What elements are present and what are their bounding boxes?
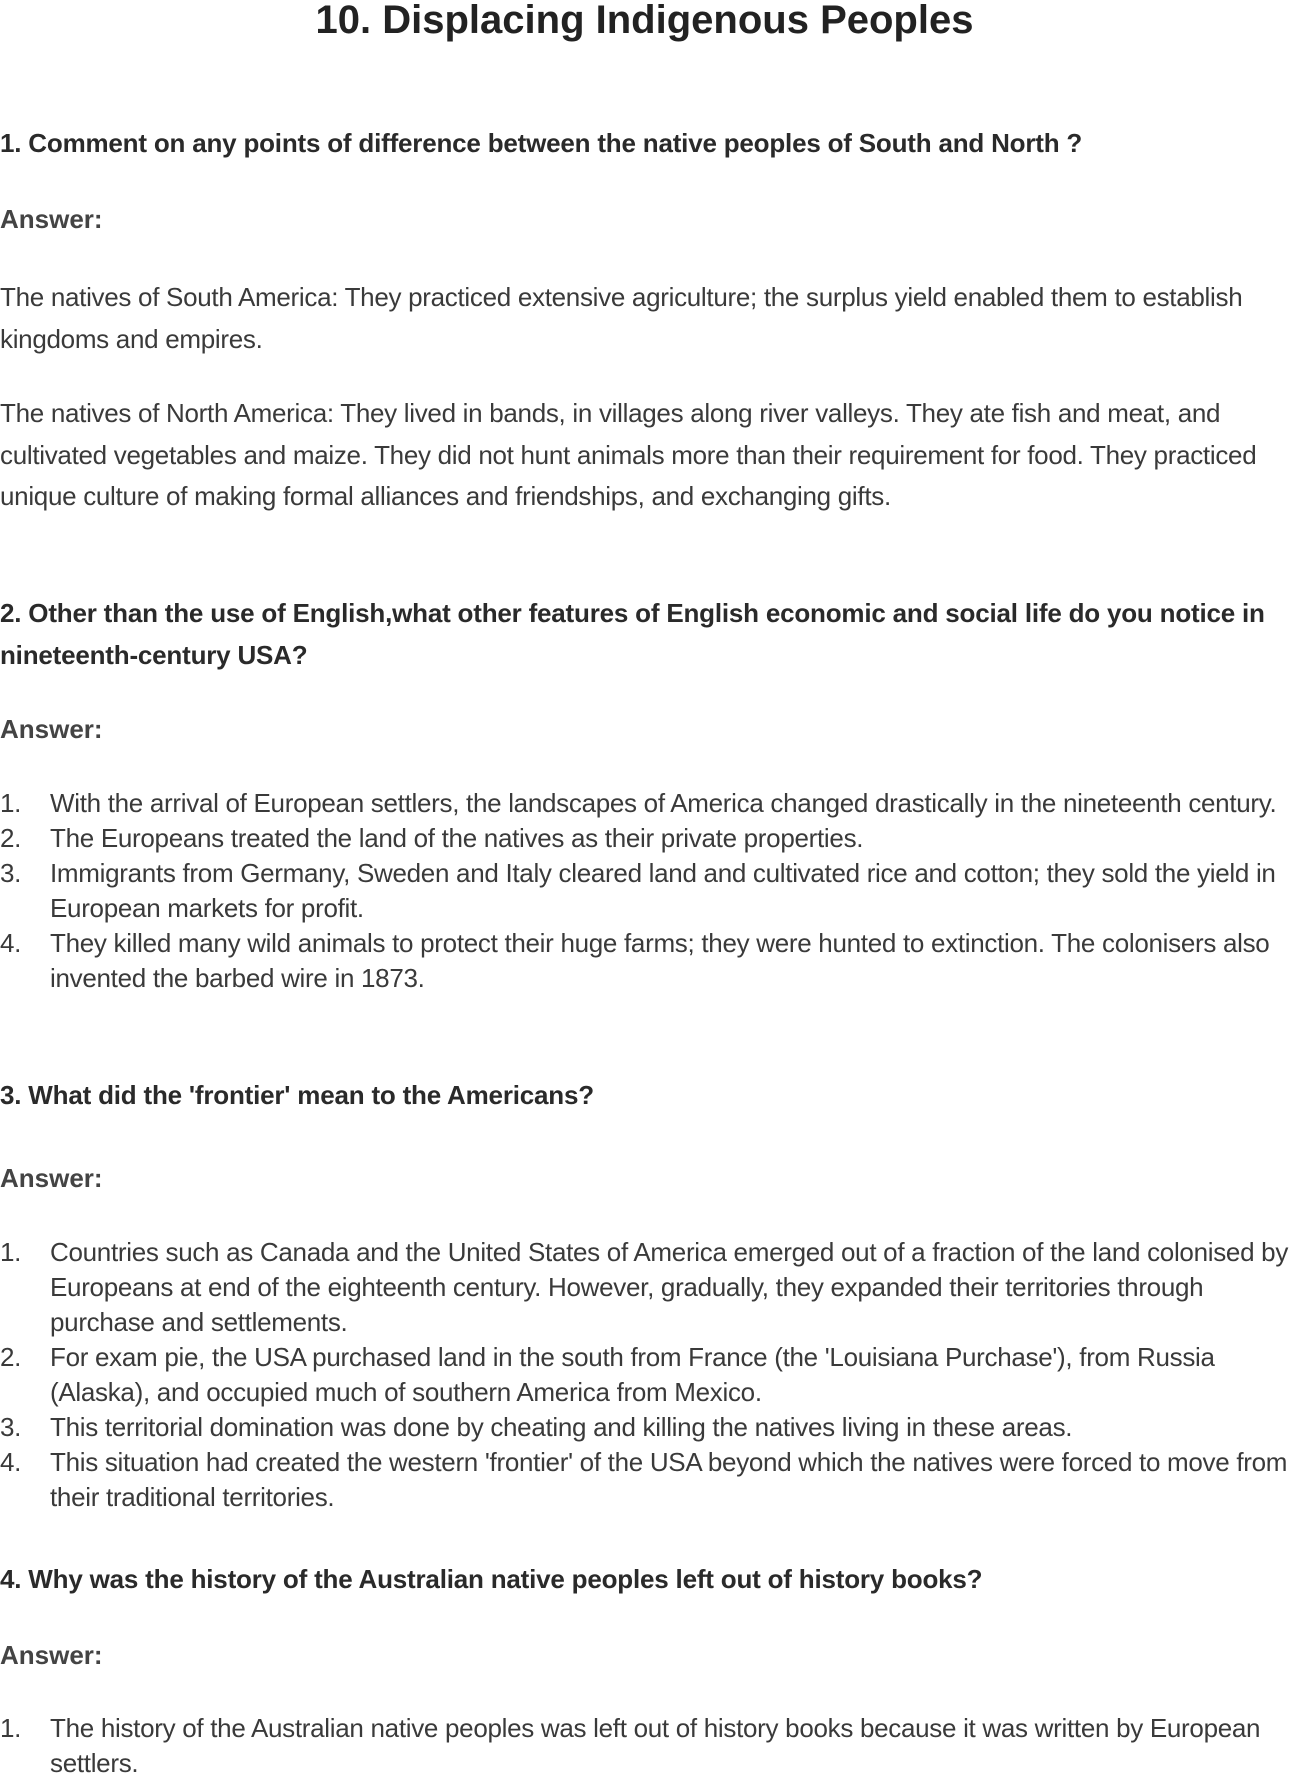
answer-label-2: Answer: xyxy=(0,714,103,744)
answer-label-1: Answer: xyxy=(0,204,103,234)
answer-1-paragraph-2: The natives of North America: They lived in bands, in villages along river valleys. They ate fish and meat, and cultivated vegetables and maize. They did not hunt animals more than their requirement for food. They practiced unique culture of making formal alliances and friendships, and exchanging gifts. xyxy=(0,398,1257,511)
list-item: 1. Countries such as Canada and the United States of America emerged out of a fraction of the land colonised by Europeans at end of the eighteenth century. However, gradually, they expanded their territories through purchase and settlements. xyxy=(0,1237,1289,1337)
question-1: 1. Comment on any points of difference between the native peoples of South and North ? xyxy=(0,128,1083,158)
list-item: 2. For exam pie, the USA purchased land in the south from France (the 'Louisiana Purchase'), from Russia (Alaska), and occupied much of southern America from Mexico. xyxy=(0,1342,1215,1407)
answer-label-4: Answer: xyxy=(0,1640,103,1670)
list-item: 4. This situation had created the western 'frontier' of the USA beyond which the natives were forced to move from their traditional territories. xyxy=(0,1447,1288,1512)
list-item: 1. The history of the Australian native peoples was left out of history books because it was written by European settlers. xyxy=(0,1713,1261,1778)
list-item: 1. With the arrival of European settlers, the landscapes of America changed drastically in the nineteenth century. xyxy=(0,788,1277,818)
question-1-section xyxy=(0,122,1289,164)
question-2: 2. Other than the use of English,what other features of English economic and social life do you notice in nineteenth-century USA? xyxy=(0,598,1265,670)
question-4: 4. Why was the history of the Australian native peoples left out of history books? xyxy=(0,1564,983,1594)
list-item: 2. The Europeans treated the land of the natives as their private properties. xyxy=(0,823,864,853)
list-item: 4. They killed many wild animals to protect their huge farms; they were hunted to extinction. The colonisers also invented the barbed wire in 1873. xyxy=(0,928,1270,993)
answer-3-list xyxy=(0,1235,1289,1515)
answer-4-list xyxy=(0,1711,1289,1781)
answer-2-list xyxy=(0,786,1289,996)
answer-label-3: Answer: xyxy=(0,1163,103,1193)
answer-1-paragraph-1: The natives of South America: They practiced extensive agriculture; the surplus yield enabled them to establish kingdoms and empires. xyxy=(0,282,1243,354)
page-title: 10. Displacing Indigenous Peoples xyxy=(315,0,974,42)
question-3: 3. What did the 'frontier' mean to the Americans? xyxy=(0,1080,594,1110)
list-item: 3. Immigrants from Germany, Sweden and Italy cleared land and cultivated rice and cotton; they sold the yield in European markets for profit. xyxy=(0,858,1276,923)
list-item: 3. This territorial domination was done by cheating and killing the natives living in these areas. xyxy=(0,1412,1073,1442)
